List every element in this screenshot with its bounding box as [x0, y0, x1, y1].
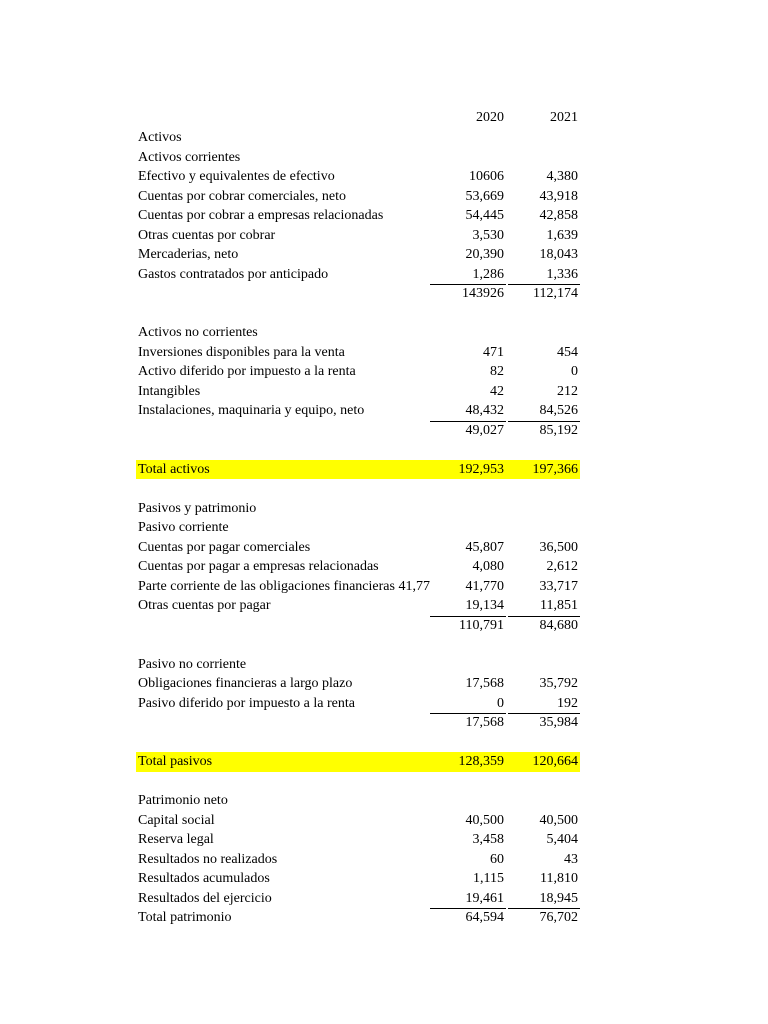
table-row [136, 635, 580, 655]
value-2021: 1,336 [546, 266, 578, 282]
value-2020: 19,134 [465, 598, 504, 613]
table-row [136, 811, 580, 831]
value-2021: 112,174 [508, 284, 580, 302]
subtotal-row [136, 616, 580, 636]
value-2020: 17,568 [465, 676, 504, 691]
table-row [136, 167, 580, 187]
value-2021: 197,366 [532, 461, 578, 477]
value-2020: 3,458 [472, 832, 504, 847]
value-2020: 143926 [430, 284, 506, 302]
subtotal-row [136, 713, 580, 733]
row-label: Cuentas por pagar a empresas relacionadas [138, 559, 379, 574]
value-2021: 11,810 [540, 871, 578, 886]
value-2021: 212 [557, 383, 578, 399]
table-row [136, 850, 580, 870]
table-row [136, 401, 580, 421]
subtotal-row [136, 421, 580, 441]
row-label: Otras cuentas por pagar [138, 598, 271, 613]
value-2021: 2,612 [546, 559, 578, 574]
table-row [136, 733, 580, 753]
value-2021: 0 [571, 364, 578, 379]
value-2021: 84,680 [508, 616, 580, 634]
table-row [136, 655, 580, 675]
subtotal-row [136, 908, 580, 928]
row-label: Pasivo diferido por impuesto a la renta [138, 695, 355, 711]
row-label: Pasivo no corriente [138, 656, 247, 672]
table-row [136, 499, 580, 519]
row-label: Obligaciones financieras a largo plazo [138, 676, 353, 691]
table-row [136, 577, 580, 597]
row-label: Cuentas por cobrar comerciales, neto [138, 188, 346, 204]
value-2020: 53,669 [465, 188, 504, 204]
value-2020: 471 [483, 344, 504, 360]
value-2020: 40,500 [465, 812, 504, 828]
row-label: Resultados no realizados [138, 851, 278, 867]
row-label: Mercaderias, neto [138, 247, 239, 262]
value-2021: 43 [564, 851, 578, 867]
row-label: Pasivo corriente [138, 520, 229, 535]
value-2021: 11,851 [540, 598, 578, 613]
value-2020: 60 [490, 851, 504, 867]
value-2020: 192,953 [458, 461, 504, 477]
row-label: Activos corrientes [138, 149, 241, 165]
row-label: Parte corriente de las obligaciones financieras 41,77 [138, 578, 430, 594]
table-row [136, 518, 580, 538]
year-header-row [136, 108, 580, 128]
row-label: Total patrimonio [138, 910, 232, 925]
value-2020: 1,286 [472, 266, 504, 282]
table-row [136, 323, 580, 343]
row-label: Capital social [138, 812, 215, 828]
row-label: Total activos [138, 461, 210, 477]
value-2021: 4,380 [546, 169, 578, 184]
value-2020: 49,027 [430, 421, 506, 439]
value-2020: 110,791 [430, 616, 506, 634]
table-row [136, 206, 580, 226]
value-2020: 54,445 [465, 208, 504, 223]
row-label: Pasivos y patrimonio [138, 500, 257, 516]
table-row [136, 440, 580, 460]
row-label: Patrimonio neto [138, 793, 228, 808]
table-row [136, 479, 580, 499]
value-2020: 82 [490, 364, 504, 379]
value-2021: 36,500 [539, 539, 578, 555]
table-row [136, 265, 580, 285]
row-label: Efectivo y equivalentes de efectivo [138, 169, 335, 184]
row-label: Instalaciones, maquinaria y equipo, neto [138, 403, 365, 418]
total-row [136, 752, 580, 772]
row-label: Resultados del ejercicio [138, 890, 272, 906]
value-2021: 76,702 [508, 908, 580, 926]
value-2021: 1,639 [546, 227, 578, 243]
value-2021: 454 [557, 344, 578, 360]
row-label: Reserva legal [138, 832, 214, 847]
value-2020: 0 [497, 695, 504, 711]
value-2020: 10606 [469, 169, 504, 184]
value-2021: 85,192 [508, 421, 580, 439]
row-label: Resultados acumulados [138, 871, 270, 886]
value-2021: 120,664 [532, 754, 578, 769]
table-row [136, 362, 580, 382]
value-2021: 192 [557, 695, 578, 711]
value-2021: 18,945 [539, 890, 578, 906]
row-label: Total pasivos [138, 754, 213, 769]
year-header-2020: 2020 [476, 110, 504, 125]
row-label: Cuentas por cobrar a empresas relacionadas [138, 208, 384, 223]
value-2020: 42 [490, 383, 504, 399]
value-2020: 19,461 [465, 890, 504, 906]
table-row [136, 382, 580, 402]
year-header-2021: 2021 [550, 110, 578, 125]
table-row [136, 674, 580, 694]
table-row [136, 304, 580, 324]
table-row [136, 772, 580, 792]
table-row [136, 245, 580, 265]
value-2020: 4,080 [472, 559, 504, 574]
value-2021: 84,526 [539, 403, 578, 418]
value-2021: 35,984 [508, 713, 580, 731]
table-row [136, 148, 580, 168]
table-row [136, 791, 580, 811]
value-2020: 45,807 [465, 539, 504, 555]
row-label: Gastos contratados por anticipado [138, 266, 329, 282]
value-2021: 43,918 [539, 188, 578, 204]
table-row [136, 538, 580, 558]
table-row [136, 889, 580, 909]
table-row [136, 343, 580, 363]
row-label: Activos no corrientes [138, 325, 258, 340]
table-row [136, 226, 580, 246]
table-row [136, 869, 580, 889]
row-label: Intangibles [138, 383, 201, 399]
total-row [136, 460, 580, 480]
table-row [136, 694, 580, 714]
table-row [136, 128, 580, 148]
table-row [136, 596, 580, 616]
value-2020: 41,770 [465, 578, 504, 594]
value-2020: 1,115 [473, 871, 504, 886]
value-2021: 5,404 [546, 832, 578, 847]
row-label: Otras cuentas por cobrar [138, 227, 276, 243]
value-2020: 48,432 [465, 403, 504, 418]
row-label: Cuentas por pagar comerciales [138, 539, 311, 555]
subtotal-row [136, 284, 580, 304]
table-row [136, 187, 580, 207]
row-label: Activo diferido por impuesto a la renta [138, 364, 356, 379]
value-2021: 42,858 [539, 208, 578, 223]
value-2021: 18,043 [539, 247, 578, 262]
value-2021: 40,500 [539, 812, 578, 828]
value-2021: 33,717 [539, 578, 578, 594]
value-2020: 128,359 [458, 754, 504, 769]
value-2020: 3,530 [472, 227, 504, 243]
table-row [136, 830, 580, 850]
row-label: Activos [138, 130, 182, 145]
row-label: Inversiones disponibles para la venta [138, 344, 345, 360]
value-2020: 20,390 [465, 247, 504, 262]
value-2020: 64,594 [430, 908, 506, 926]
table-row [136, 557, 580, 577]
value-2020: 17,568 [430, 713, 506, 731]
value-2021: 35,792 [539, 676, 578, 691]
